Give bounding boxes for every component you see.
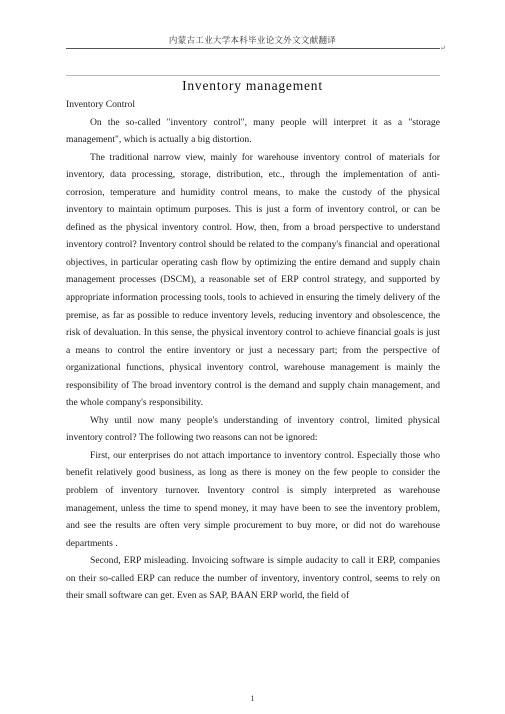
- title-divider: [66, 75, 440, 76]
- paragraph-4: First, our enterprises do not attach importance to inventory control. Especially those who benefit relatively good business, as long as there is money on the few people to consider the problem of inventory turnover. Inventory control is simply interpreted as warehouse management, unless the time to spend money, it may have been to see the inventory problem, and see the results are often very simple procurement to buy more, or did not do warehouse departments .: [66, 449, 440, 549]
- section-heading: Inventory Control: [66, 99, 136, 110]
- paragraph-3: Why until now many people's understanding of inventory control, limited physical inventory control? The following two reasons can not be ignored:: [66, 414, 440, 444]
- paragraph-1: On the so-called "inventory control", many people will interpret it as a "storage management", which is actually a big distortion.: [66, 116, 440, 146]
- page-number: 1: [250, 694, 255, 703]
- paragraph-2: The traditional narrow view, mainly for warehouse inventory control of materials for inventory, data processing, storage, distribution, etc., through the implementation of anti-corrosion, temperature and humidity control means, to make the custody of the physical inventory to maintain optimum purposes. This is just a form of inventory control, or can be defined as the physical inventory control. How, then, from a broad perspective to understand inventory control? Inventory control should be related to the company's financial and operational objectives, in particular operating cash flow by optimizing the entire demand and supply chain management processes (DSCM), a reasonable set of ERP control strategy, and supported by appropriate information processing tools, tools to achieved in ensuring the timely delivery of the premise, as far as possible to reduce inventory levels, reducing inventory and obsolescence, the risk of devaluation. In this sense, the physical inventory control to achieve financial goals is just a means to control the entire inventory or just a necessary part; from the perspective of organizational functions, physical inventory control, warehouse management is mainly the responsibility of The broad inventory control is the demand and supply chain management, and the whole company's responsibility.: [66, 151, 440, 409]
- paragraph-mark-icon: ↵: [440, 44, 446, 52]
- header-divider: [66, 48, 440, 49]
- document-title: Inventory management: [182, 78, 323, 93]
- paragraph-5: Second, ERP misleading. Invoicing software is simple audacity to call it ERP, companies on their so-called ERP can reduce the number of inventory, inventory control, seems to rely on their small software can get. Even as SAP, BAAN ERP world, the field of: [66, 555, 440, 602]
- document-body: [66, 96, 440, 605]
- page-header: 内蒙古工业大学本科毕业论文外文文献翻译: [168, 35, 337, 45]
